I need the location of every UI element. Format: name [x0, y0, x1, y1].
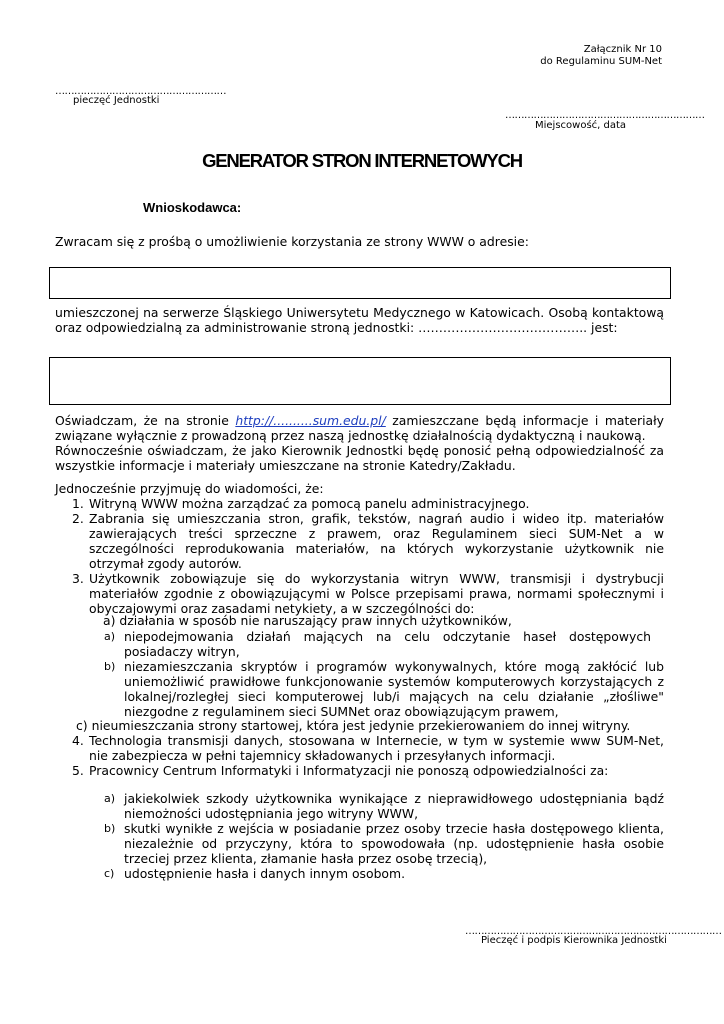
declaration-responsibility: Równocześnie oświadczam, że jako Kierownik Jednostki będę ponosić pełną odpowiedzialność za wszystkie informacje i materiały umieszczane na stronie Katedry/Zakładu. [55, 443, 664, 473]
sub-item-letter: c) [104, 867, 115, 880]
sub-item [104, 791, 664, 821]
declaration-prefix: Oświadczam, że na stronie [55, 413, 236, 428]
list-text: Pracownicy Centrum Informatyki i Informatyzacji nie ponoszą odpowiedzialności za: [89, 763, 609, 778]
list-text: Technologia transmisji danych, stosowana w Internecie, w tym w systemie www SUM-Net, nie zabezpiecza w pełni tajemnicy składowanych i przesyłanych informacji. [89, 733, 664, 763]
stamp-label: pieczęć Jednostki [73, 95, 160, 106]
sub-item-letter: a) [104, 792, 116, 805]
sub-item-letter: a) [104, 630, 116, 643]
sub-item-letter: b) [104, 822, 116, 835]
request-text: Zwracam się z prośbą o umożliwienie korzystania ze strony WWW o adresie: [55, 234, 529, 249]
acknowledgement-list [72, 496, 664, 616]
list-number: 4. [72, 733, 84, 748]
sub-item-text: jakiekolwiek szkody użytkownika wynikające z nieprawidłowego udostępniania bądź niemożności udostępniania jego witryny WWW, [124, 791, 664, 821]
site-url-link[interactable]: http://..........sum.edu.pl/ [235, 413, 386, 428]
sub-item [104, 821, 664, 866]
declaration [55, 413, 664, 473]
list-number: 5. [72, 763, 84, 778]
list-item [72, 511, 664, 571]
server-text: umieszczonej na serwerze Śląskiego Uniwersytetu Medycznego w Katowicach. Osobą kontaktową oraz odpowiedzialną za administrowanie stroną jednostki: ………………………………….. jest: [55, 305, 664, 335]
signature-dots: ……………………………………………………………………… [465, 926, 722, 937]
website-address-field[interactable] [49, 267, 671, 299]
liability-list [104, 791, 664, 881]
attachment-number: Załącznik Nr 10 [583, 44, 662, 55]
sub-item-b1 [104, 629, 651, 659]
acknowledgement-list-continued [72, 733, 664, 778]
list-item [72, 763, 664, 778]
stamp-dots: ……………………………………………… [55, 86, 226, 97]
place-date-label: Miejscowość, data [535, 120, 627, 131]
sub-item-c: c) nieumieszczania strony startowej, która jest jedynie przekierowaniem do innej witryny. [76, 718, 631, 733]
signature-label: Pieczęć i podpis Kierownika Jednostki [481, 935, 667, 946]
sub-item-b2 [104, 659, 664, 719]
contact-person-field[interactable] [49, 357, 671, 405]
list-text: Zabrania się umieszczania stron, grafik, tekstów, nagrań audio i wideo itp. materiałów zawierających treści sprzeczne z prawem, oraz Regulaminem sieci SUM-Net a w szczególności reprodukowania materiałów, na których wykorzystanie użytkownik nie otrzymał zgody autorów. [89, 511, 664, 571]
list-number: 2. [72, 511, 84, 526]
list-number: 1. [72, 496, 84, 511]
sub-item-a: a) działania w sposób nie naruszający praw innych użytkowników, [103, 613, 512, 628]
declaration-suffix: zamieszczane będą informacje i materiały związane wyłącznie z prowadzoną przez naszą jednostkę działalnością dydaktyczną i naukową. [55, 413, 664, 443]
list-item [72, 496, 664, 511]
attachment-regulation: do Regulaminu SUM-Net [540, 56, 662, 67]
sub-item-letter: b) [104, 660, 116, 673]
sub-item-text: niepodejmowania działań mających na celu odczytanie haseł dostępowych posiadaczy witryn, [124, 629, 651, 659]
sub-item-text: skutki wynikłe z wejścia w posiadanie przez osoby trzecie hasła dostępowego klienta, niezależnie od przyczyny, która to spowodowała (np. udostępnienie hasła osobie trzeciej przez klienta, złamanie hasła przez osobę trzecią), [124, 821, 664, 866]
list-item [72, 733, 664, 763]
sub-item [104, 866, 664, 881]
place-date-dots: ……………………………………………………… [505, 110, 705, 121]
applicant-label: Wnioskodawca: [143, 200, 242, 215]
list-text: Użytkownik zobowiązuje się do wykorzystania witryn WWW, transmisji i dystrybucji materiałów zgodnie z obowiązującymi w Polsce przepisami prawa, normami społecznymi i obyczajowymi oraz zasadami netykiety, a w szczególności do: [89, 571, 664, 616]
sub-item-text: niezamieszczania skryptów i programów wykonywalnych, które mogą zakłócić lub uniemożliwić prawidłowe funkcjonowanie systemów komputerowych korzystających z lokalnej/rozległej sieci komputerowej lub/i mających na celu działanie „złośliwe" niezgodne z regulaminem sieci SUMNet oraz obowiązującym prawem, [124, 659, 664, 719]
list-item [72, 571, 664, 616]
list-number: 3. [72, 571, 84, 586]
page-title: GENERATOR STRON INTERNETOWYCH [202, 150, 522, 171]
list-text: Witryną WWW można zarządzać za pomocą panelu administracyjnego. [89, 496, 530, 511]
sub-item-text: udostępnienie hasła i danych innym osobom. [124, 866, 406, 881]
acknowledgement-intro: Jednocześnie przyjmuję do wiadomości, że: [55, 481, 324, 496]
